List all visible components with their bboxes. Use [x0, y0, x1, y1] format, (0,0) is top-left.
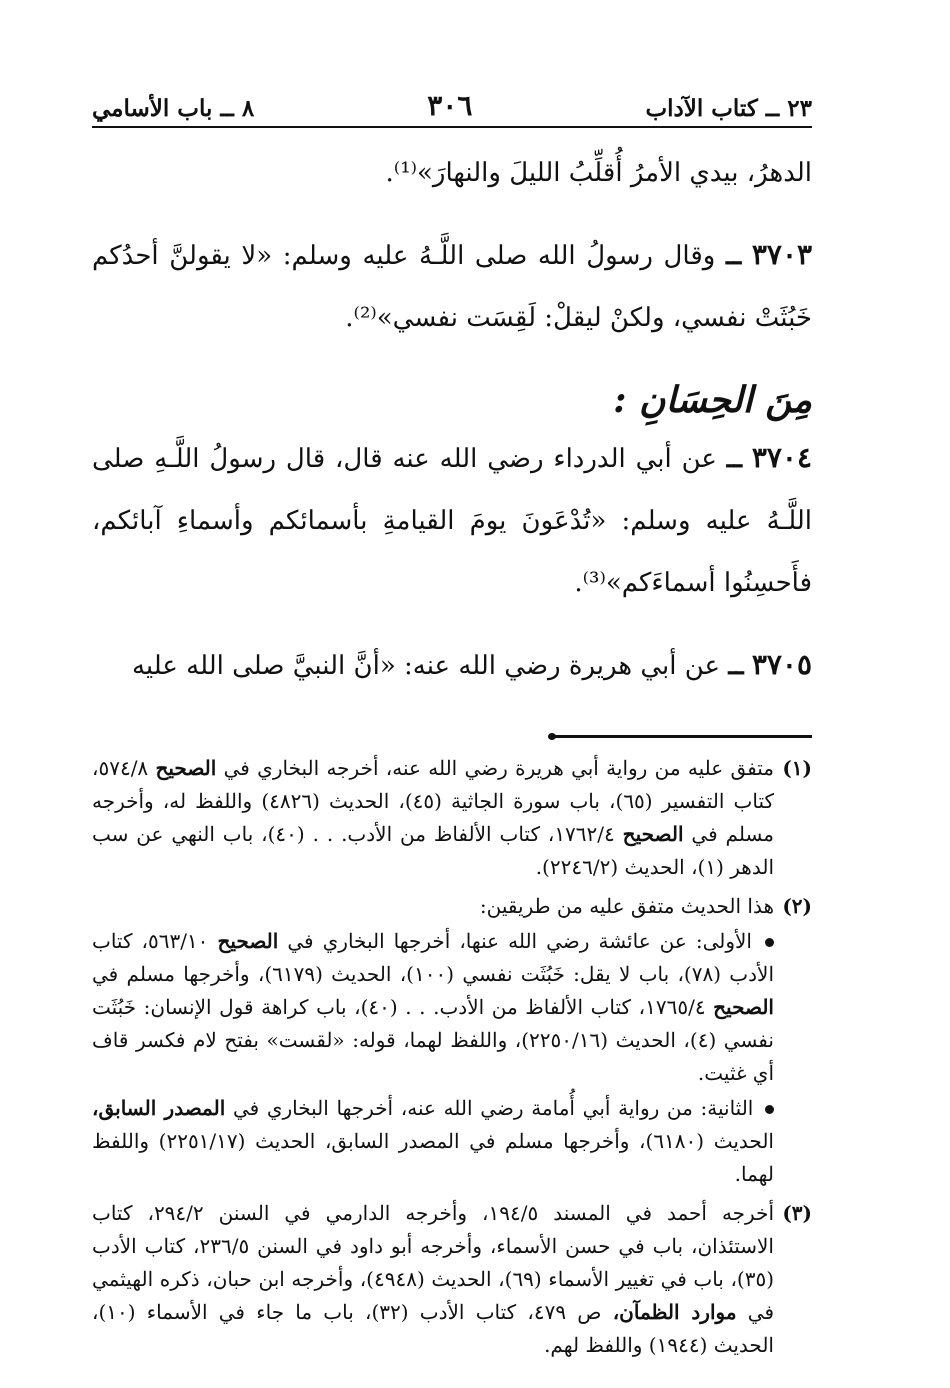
footnotes — [92, 752, 812, 1362]
footnote-marker: (٢) — [782, 894, 812, 918]
footnote-bold: الصحيح — [155, 756, 217, 780]
footnote-bullet-first — [92, 925, 774, 1090]
footnote-3 — [92, 1197, 812, 1362]
footnote-text: ١٧٦٥/٤، كتاب الألفاظ من الأدب. . . (٤٠)، باب كراهة قول الإنسان: خَبُثَت نفسي (٤)، الحديث (٢٢٥٠/١٦)، واللفظ لهما، قوله: «لقست» بفتح لام فكسر قاف أي غثيت. — [92, 995, 774, 1085]
footnote-text: ٥٦٣/١٠، كتاب الأدب (٧٨)، باب لا يقل: خَبُثَت نفسي (١٠٠)، الحديث (٦١٧٩)، وأخرجها مسلم في — [92, 929, 775, 986]
footnote-1 — [92, 752, 812, 884]
footnote-body — [92, 890, 774, 1191]
dash: ــ — [725, 241, 742, 271]
footnote-bold: الصحيح — [713, 995, 774, 1019]
footnote-text: ١٧٦٢/٤، كتاب الألفاظ من الأدب. . . (٤٠)، باب النهي عن سب الدهر (١)، الحديث (٢٢٤٦/٢). — [92, 822, 774, 879]
bullet-icon — [765, 1105, 774, 1114]
footnote-marker: (١) — [782, 756, 812, 780]
paragraph-continuation: الدهرُ، بيدي الأمرُ أُقلِّبُ الليلَ والنهارَ»⁽¹⁾. — [385, 158, 812, 188]
dash: ــ — [728, 651, 744, 681]
hadith-number: ٣٧٠٤ — [751, 441, 812, 474]
footnote-intro: هذا الحديث متفق عليه من طريقين: — [479, 894, 774, 918]
footnote-bold: الصحيح — [622, 822, 684, 846]
hadith-3703 — [92, 224, 812, 349]
chapter-title: ٢٣ ــ كتاب الآداب — [645, 95, 812, 122]
footnote-bullet-second — [92, 1092, 774, 1191]
dash: ــ — [726, 444, 742, 474]
footnote-text: أخرجه أحمد في المسند ١٩٤/٥، وأخرجه الدارمي في السنن ٢٩٤/٢، كتاب الاستئذان، باب في حسن الأسماء، وأخرجه أبو داود في السنن ٢٣٦/٥، كتاب الأدب (٣٥)، باب في تغيير الأسماء (٦٩)، الحديث (٤٩٤٨)، وأخرجه ابن حبان، ذكره الهيثمي في — [92, 1201, 775, 1324]
footnote-text: الثانية: من رواية أبي أُمامة رضي الله عنه، أخرجها البخاري في — [232, 1096, 754, 1120]
footnote-text: الحديث (٦١٨٠)، وأخرجها مسلم في المصدر السابق، الحديث (٢٢٥١/١٧) واللفظ لهما. — [92, 1129, 774, 1186]
hadith-text: وقال رسولُ الله صلى اللَّـهُ عليه وسلم: «لا يقولنَّ أحدُكم خَبُثَتْ نفسي، ولكنْ ليقلْ: لَقِسَت نفسي»⁽²⁾. — [92, 241, 812, 333]
hadith-3705 — [92, 634, 812, 697]
footnote-bold: المصدر السابق، — [92, 1096, 226, 1120]
footnote-bold: الصحيح — [217, 929, 279, 953]
footnote-text: الأولى: عن عائشة رضي الله عنها، أخرجها البخاري في — [287, 929, 752, 953]
footnote-bold: موارد الظمآن، — [612, 1300, 737, 1324]
running-header — [92, 82, 812, 128]
page-number: ٣٠٦ — [427, 89, 473, 122]
book-page — [92, 82, 812, 1362]
hadith-text: عن أبي هريرة رضي الله عنه: «أنَّ النبيَّ صلى الله عليه — [131, 651, 721, 681]
hadith-number: ٣٧٠٣ — [751, 238, 813, 271]
footnote-marker: (٣) — [782, 1201, 812, 1225]
footnote-body — [92, 752, 774, 884]
main-text — [92, 142, 812, 697]
bullet-icon — [765, 938, 774, 947]
section-heading: مِنَ الحِسَانِ : — [613, 379, 812, 421]
footnote-body — [92, 1197, 774, 1362]
hadith-number: ٣٧٠٥ — [751, 648, 812, 681]
footnote-2 — [92, 890, 812, 1191]
hadith-text: عن أبي الدرداء رضي الله عنه قال، قال رسولُ اللَّـهِ صلى اللَّـهُ عليه وسلم: «تُدْعَونَ يومَ القيامةِ بأسمائكم وأسماءِ آبائكم، فأَحسِنُوا أسماءَكم»⁽³⁾. — [92, 444, 812, 598]
hadith-3704 — [92, 427, 812, 614]
footnote-separator — [554, 735, 812, 738]
footnote-text: متفق عليه من رواية أبي هريرة رضي الله عنه، أخرجه البخاري في — [223, 756, 774, 780]
footnote-text: ٥٧٤/٨، كتاب التفسير (٦٥)، باب سورة الجاثية (٤٥)، الحديث (٤٨٢٦) واللفظ له، وأخرجه مسلم في — [92, 756, 775, 846]
footnote-text: ص ٤٧٩، كتاب الأدب (٣٢)، باب ما جاء في الأسماء (١٠)، الحديث (١٩٤٤) واللفظ لهم. — [92, 1300, 774, 1357]
section-title: ٨ ــ باب الأسامي — [92, 95, 255, 122]
